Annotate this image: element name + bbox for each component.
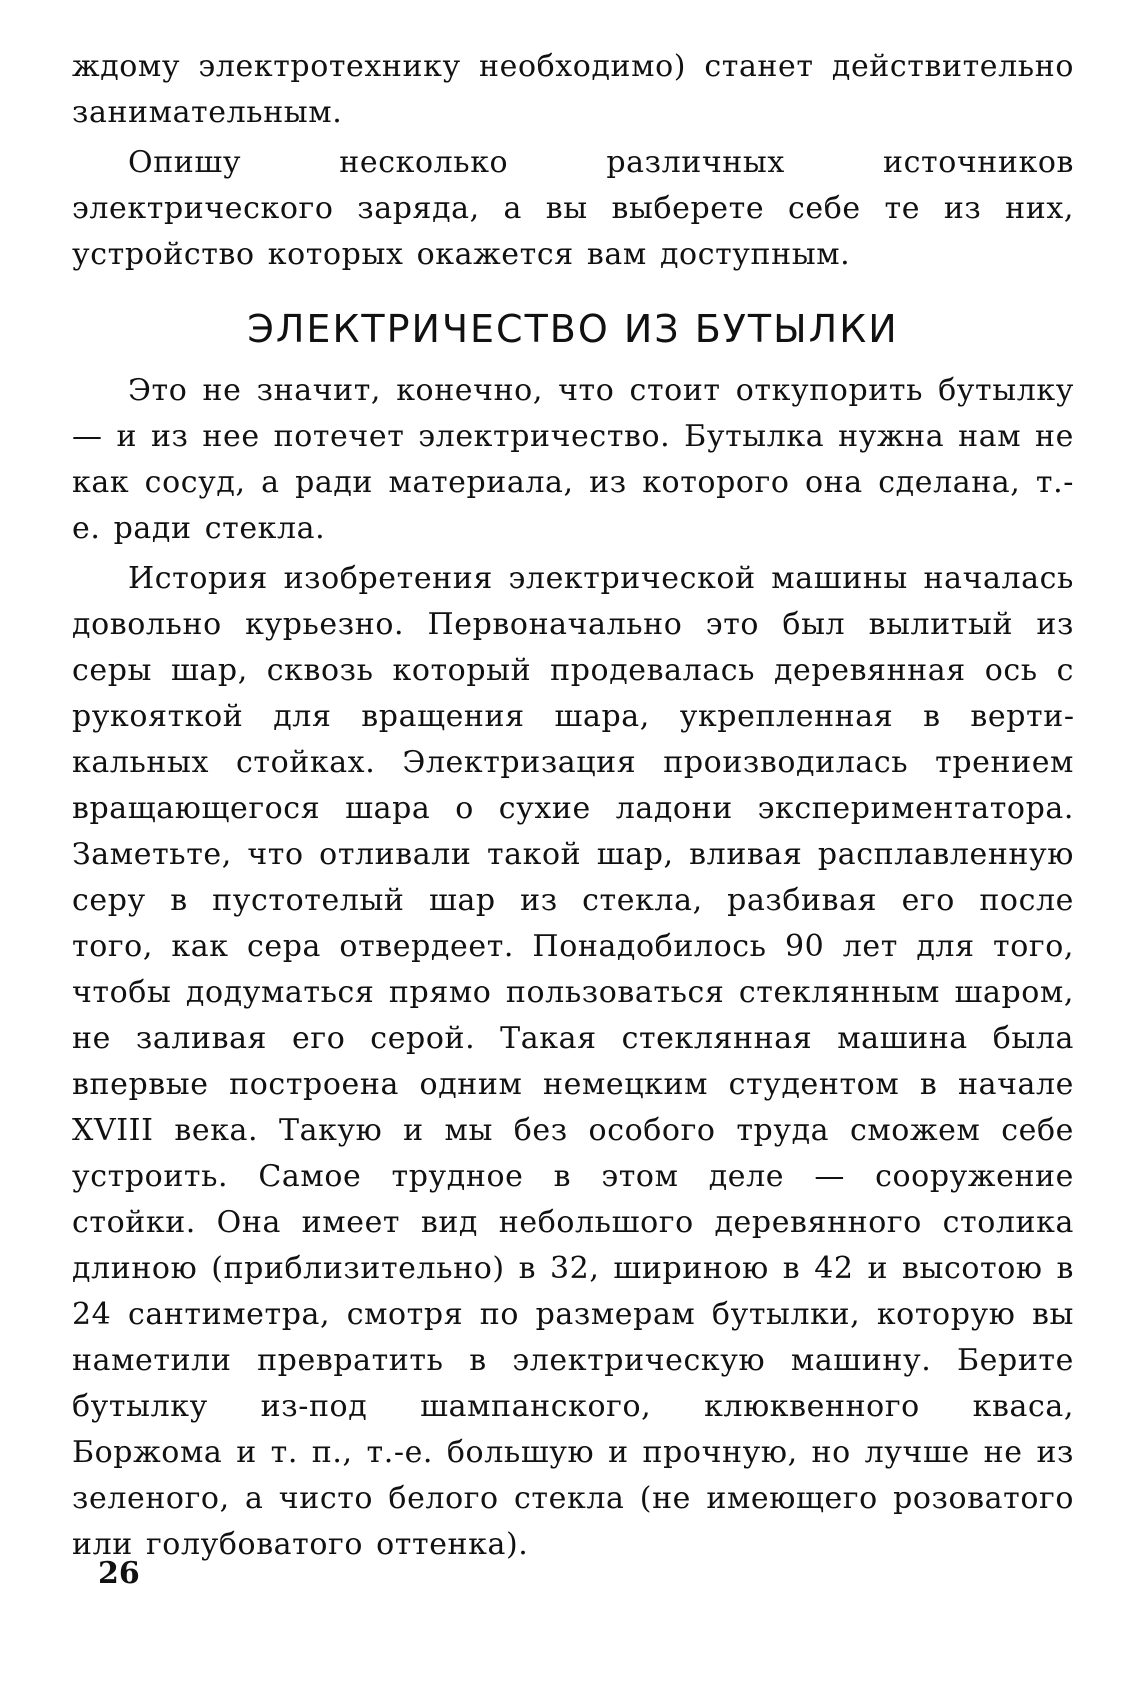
- body-paragraph-1: Это не значит, конечно, что стоит откупорить бутылку — и из нее потечет электричество. Бутылка нужна нам не как сосуд, а ради материала, из которого она сделана, т.-е. ради стекла.: [72, 373, 1074, 546]
- section-title: ЭЛЕКТРИЧЕСТВО ИЗ БУТЫЛКИ: [247, 307, 899, 351]
- page-number: 26: [98, 1556, 140, 1591]
- intro-paragraph: Опишу несколько различных источников электрического заряда, а вы выберете себе те из них, устройство которых окажется вам доступным.: [72, 145, 1074, 272]
- body-paragraph-2: История изобретения электрической машины началась довольно курьезно. Первоначально это был вылитый из серы шар, сквозь который продевалась деревянная ось с рукояткой для вращения шара, укрепленная в вертикальных стойках. Электризация производилась трением вращающегося шара о сухие ладони экспериментатора. Заметьте, что отливали такой шар, вливая расплавленную серу в пустотелый шар из стекла, разбивая его после того, как сера отвердеет. Понадобилось 90 лет для того, чтобы додуматься прямо пользоваться стеклянным шаром, не заливая его серой. Такая стеклянная машина была впервые построена одним немецким студентом в начале XVIII века. Такую и мы без особого труда сможем себе устроить. Самое трудное в этом деле — сооружение стойки. Она имеет вид небольшого деревянного столика длиною (приблизительно) в 32, шириною в 42 и высотою в 24 сантиметра, смотря по размерам бутылки, которую вы наметили превратить в электрическую машину. Берите бутылку из-под шампанского, клюквенного кваса, Боржома и т. п., т.-е. большую и прочную, но лучше не из зеленого, а чисто белого стекла (не имеющего розоватого или голубоватого оттенка).: [72, 561, 1074, 1562]
- book-page: [72, 44, 1074, 1644]
- intro-continuation-paragraph: ждому электротехнику необходимо) станет действительно занимательным.: [72, 49, 1074, 130]
